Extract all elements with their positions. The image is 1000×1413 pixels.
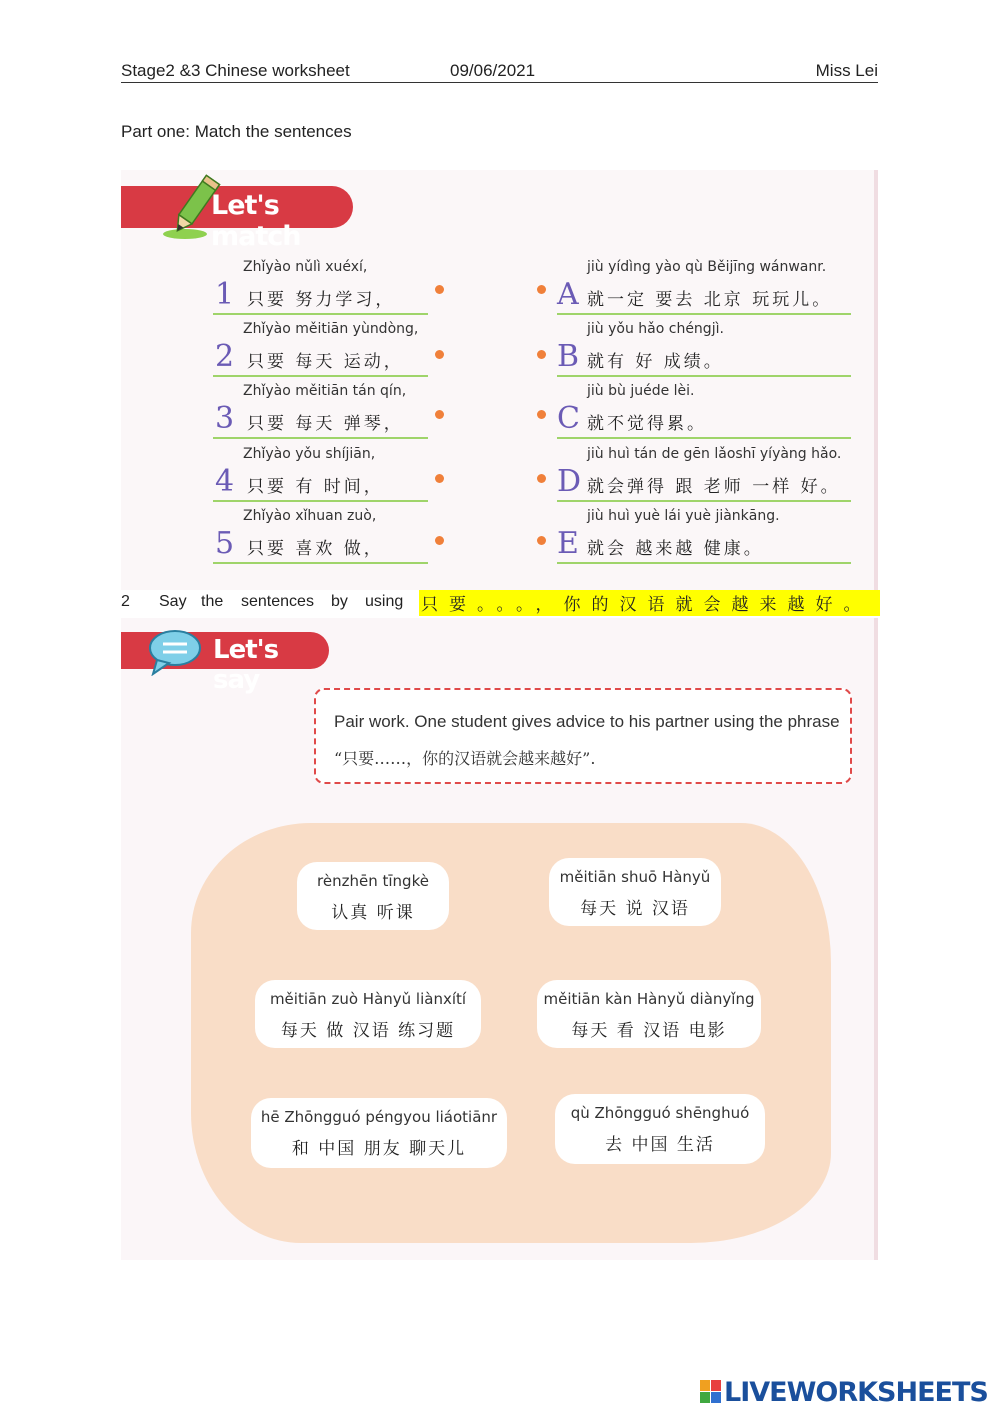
match-dot-left-1[interactable] [435, 285, 444, 294]
liveworksheets-logo-text: LIVEWORKSHEETS [724, 1377, 988, 1408]
phrase-card: měitiān zuò Hànyǔ liànxítí 每天 做 汉语 练习题 [255, 980, 481, 1048]
lets-match-title: Let's match [211, 190, 301, 252]
match-dot-left-2[interactable] [435, 350, 444, 359]
pair-work-instruction-box [314, 688, 852, 784]
phrase-card: měitiān kàn Hànyǔ diànyǐng 每天 看 汉语 电影 [537, 980, 761, 1048]
match-left-row: Zhǐyào xǐhuan zuò, 5 只要 喜欢 做， [213, 508, 428, 564]
teacher-name: Miss Lei [815, 61, 878, 80]
part-two-instruction: 2 Say the sentences by using 只要。。。，你的汉语就会越来越好。 [121, 593, 878, 615]
liveworksheets-logo-icon [700, 1380, 722, 1404]
match-dot-right-b[interactable] [537, 350, 546, 359]
pencil-icon [159, 172, 229, 242]
lets-say-title: Let's say [213, 635, 279, 695]
match-right-row: jiù huì yuè lái yuè jiànkāng. E 就会 越来越 健康。 [557, 508, 851, 564]
lets-match-banner [121, 186, 353, 252]
match-right-row: jiù yǒu hǎo chéngjì. B 就有 好 成绩。 [557, 321, 851, 377]
match-dot-right-e[interactable] [537, 536, 546, 545]
match-dot-right-d[interactable] [537, 474, 546, 483]
speech-bubble-icon [147, 628, 205, 676]
match-section [121, 170, 878, 590]
worksheet-header [121, 60, 878, 83]
match-right-row: jiù huì tán de gēn lǎoshī yíyàng hǎo. D 就会弹得 跟 老师 一样 好。 [557, 446, 851, 502]
match-dot-left-5[interactable] [435, 536, 444, 545]
part-one-heading: Part one: Match the sentences [121, 122, 352, 141]
match-dot-left-3[interactable] [435, 410, 444, 419]
match-left-row: Zhǐyào nǔlì xuéxí, 1 只要 努力学习， [213, 259, 428, 315]
match-left-row: Zhǐyào měitiān yùndòng, 2 只要 每天 运动， [213, 321, 428, 377]
phrase-card: qù Zhōngguó shēnghuó 去 中国 生活 [555, 1094, 765, 1164]
match-left-row: Zhǐyào měitiān tán qín, 3 只要 每天 弹琴， [213, 383, 428, 439]
match-dot-right-c[interactable] [537, 410, 546, 419]
phrase-card: rènzhēn tīngkè 认真 听课 [297, 862, 449, 930]
highlighted-phrase: 只要。。。，你的汉语就会越来越好。 [419, 590, 880, 616]
instruction-text: Pair work. One student gives advice to his partner using the phrase [334, 712, 840, 731]
say-section [121, 618, 878, 1260]
worksheet-title: Stage2 &3 Chinese worksheet [121, 61, 350, 80]
phrase-card: měitiān shuō Hànyǔ 每天 说 汉语 [549, 858, 721, 926]
match-left-row: Zhǐyào yǒu shíjiān, 4 只要 有 时间， [213, 446, 428, 502]
worksheet-date: 09/06/2021 [450, 61, 536, 80]
match-right-row: jiù yídìng yào qù Běijīng wánwanr. A 就一定 要去 北京 玩玩儿。 [557, 259, 851, 315]
match-dot-right-a[interactable] [537, 285, 546, 294]
instruction-phrase: “只要……，你的汉语就会越来越好”. [334, 749, 596, 768]
match-dot-left-4[interactable] [435, 474, 444, 483]
match-right-row: jiù bù juéde lèi. C 就不觉得累。 [557, 383, 851, 439]
part-two-number: 2 [121, 593, 130, 610]
phrase-card: hē Zhōngguó péngyou liáotiānr 和 中国 朋友 聊天儿 [251, 1098, 507, 1168]
